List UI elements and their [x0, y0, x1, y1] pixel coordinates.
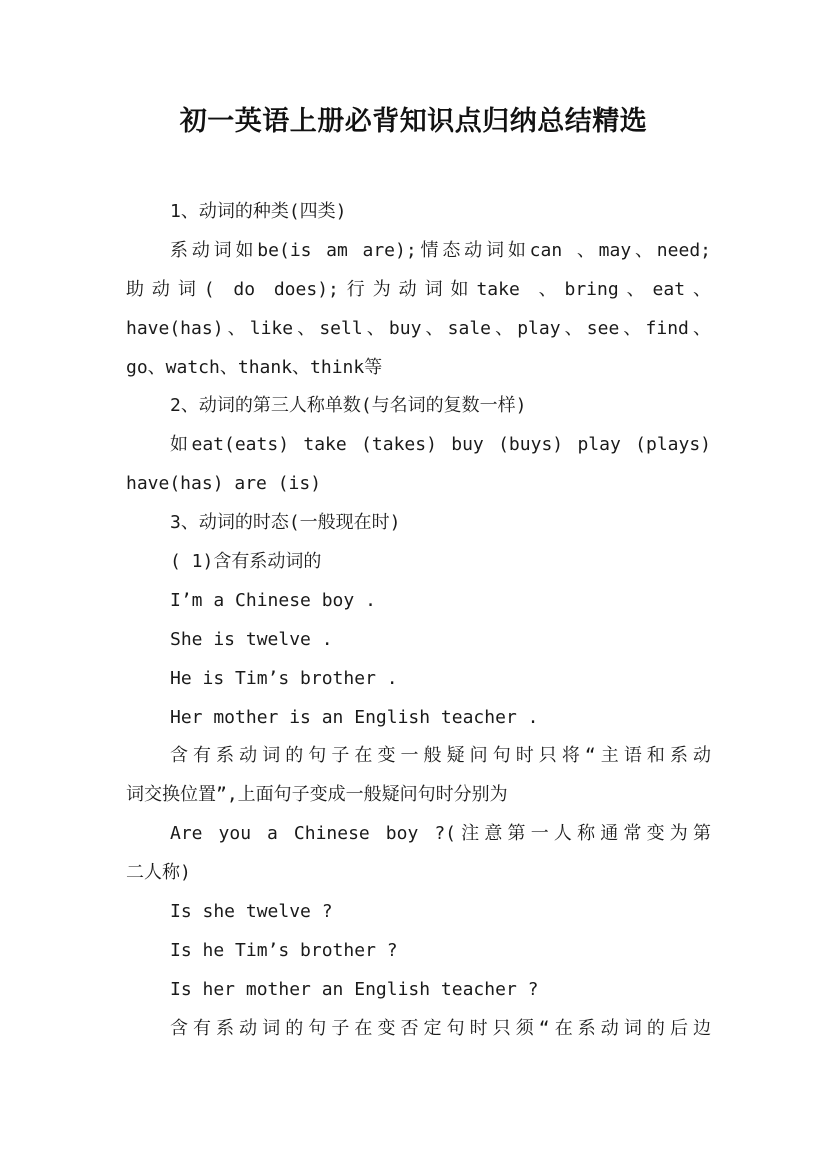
document-body [126, 193, 711, 1049]
text-line: 含有系动词的句子在变一般疑问句时只将“主语和系动 [170, 745, 711, 767]
text-line: 助动词( do does);行为动词如take 、bring、eat、 [126, 278, 711, 300]
text-line: Are you a Chinese boy ?(注意第一人称通常变为第 [170, 823, 711, 845]
page-title: 初一英语上册必背知识点归纳总结精选 [179, 106, 648, 137]
text-line: go、watch、thank、think等 [126, 356, 383, 378]
text-line: Is she twelve ? [170, 901, 333, 923]
text-line: Is her mother an English teacher ? [170, 978, 539, 1000]
text-line: 如eat(eats) take (takes) buy (buys) play (plays) [170, 434, 711, 456]
text-line: 词交换位置”,上面句子变成一般疑问句时分别为 [126, 784, 508, 806]
text-line: 含有系动词的句子在变否定句时只须“在系动词的后边 [170, 1017, 711, 1039]
text-line: He is Tim’s brother . [170, 667, 398, 689]
text-line: Is he Tim’s brother ? [170, 939, 398, 961]
text-line: have(has)、like、sell、buy、sale、play、see、find、 [126, 317, 711, 339]
text-line: Her mother is an English teacher . [170, 706, 539, 728]
text-line: have(has) are (is) [126, 473, 322, 495]
text-line: She is twelve . [170, 628, 333, 650]
text-line: 二人称) [126, 862, 191, 884]
text-line: 1、动词的种类(四类) [170, 201, 347, 222]
text-line: ( 1)含有系动词的 [170, 551, 322, 573]
text-line: I’m a Chinese boy . [170, 589, 376, 611]
text-line: 系动词如be(is am are);情态动词如can 、may、need; [170, 239, 711, 261]
text-line: 3、动词的时态(一般现在时) [170, 512, 401, 534]
text-line: 2、动词的第三人称单数(与名词的复数一样) [170, 395, 527, 417]
